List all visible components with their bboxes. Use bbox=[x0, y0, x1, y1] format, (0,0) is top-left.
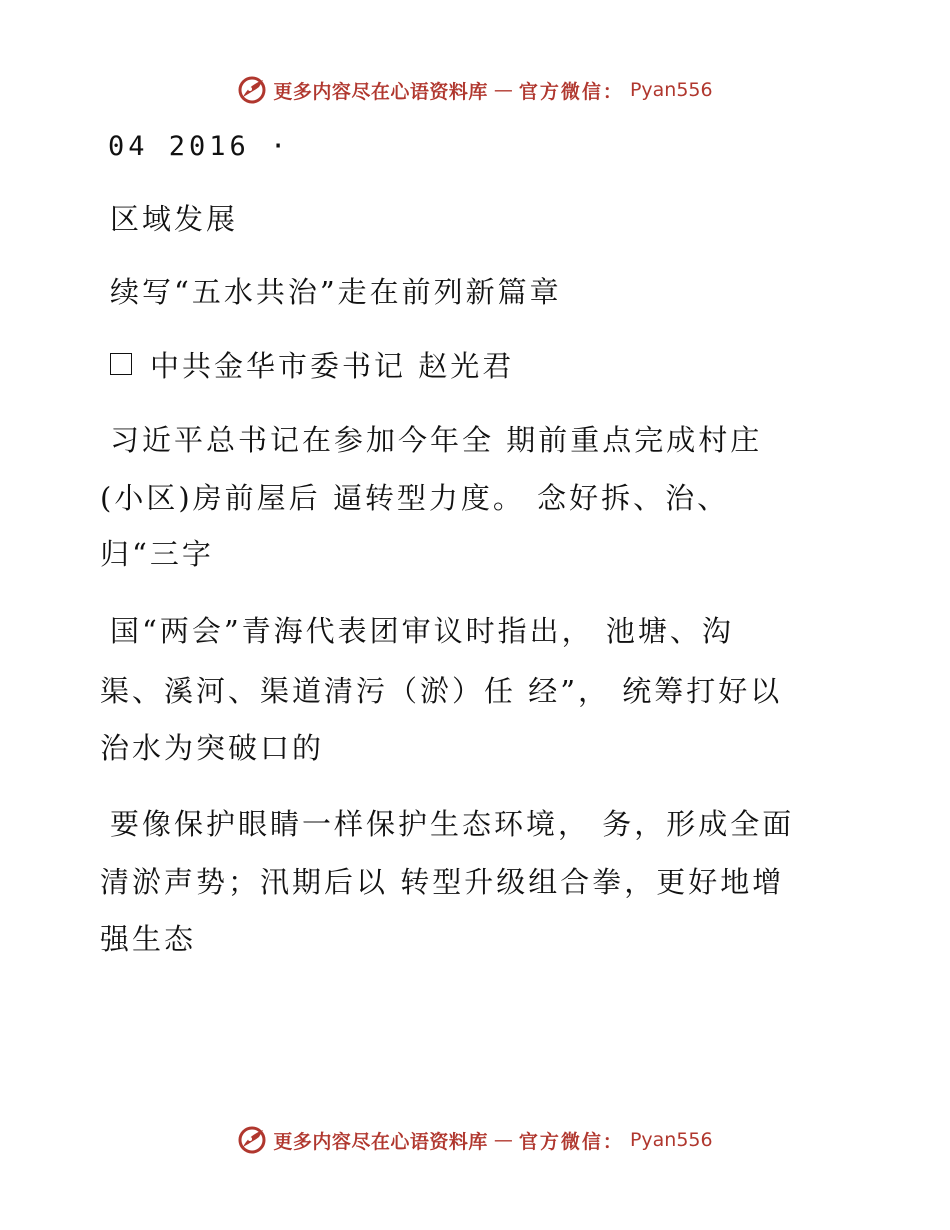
checkbox-square-icon bbox=[110, 353, 132, 375]
footer-banner bbox=[0, 1120, 950, 1160]
pen-logo-icon bbox=[237, 75, 267, 105]
paragraph-3-line-2: 清淤声势；汛期后以 转型升级组合拳，更好地增 bbox=[100, 865, 785, 899]
paragraph-1-line-3: 归“三字 bbox=[100, 537, 214, 571]
banner-text: 更多内容尽在心语资料库 bbox=[273, 80, 488, 103]
banner-wechat-id: Pyan556 bbox=[629, 1129, 713, 1151]
pen-logo-icon bbox=[237, 1125, 267, 1155]
banner-wechat-label: 官方微信： bbox=[518, 1130, 624, 1153]
header-banner bbox=[0, 70, 950, 110]
banner-separator: — bbox=[493, 79, 513, 101]
paragraph-3-line-3: 强生态 bbox=[100, 922, 197, 956]
article-title: 续写“五水共治”走在前列新篇章 bbox=[110, 275, 562, 309]
paragraph-3-line-1: 要像保护眼睛一样保护生态环境， 务，形成全面 bbox=[110, 807, 795, 841]
paragraph-2-line-2: 渠、溪河、渠道清污（淤）任 经”， 统筹打好以 bbox=[100, 674, 783, 708]
banner-text: 更多内容尽在心语资料库 bbox=[273, 1130, 488, 1153]
banner-wechat-label: 官方微信： bbox=[518, 80, 624, 103]
paragraph-1-line-2: (小区)房前屋后 逼转型力度。 念好拆、治、 bbox=[100, 481, 730, 515]
section-heading: 区域发展 bbox=[110, 202, 239, 236]
author-name: 中共金华市委书记 赵光君 bbox=[150, 349, 515, 383]
banner-separator: — bbox=[493, 1129, 513, 1151]
paragraph-1-line-1: 习近平总书记在参加今年全 期前重点完成村庄 bbox=[110, 423, 763, 457]
banner-wechat-id: Pyan556 bbox=[629, 79, 713, 101]
paragraph-2-line-3: 治水为突破口的 bbox=[100, 731, 325, 765]
issue-number: 04 2016 · bbox=[108, 131, 291, 162]
author-line bbox=[110, 349, 515, 383]
paragraph-2-line-1: 国“两会”青海代表团审议时指出， 池塘、沟 bbox=[110, 614, 734, 648]
